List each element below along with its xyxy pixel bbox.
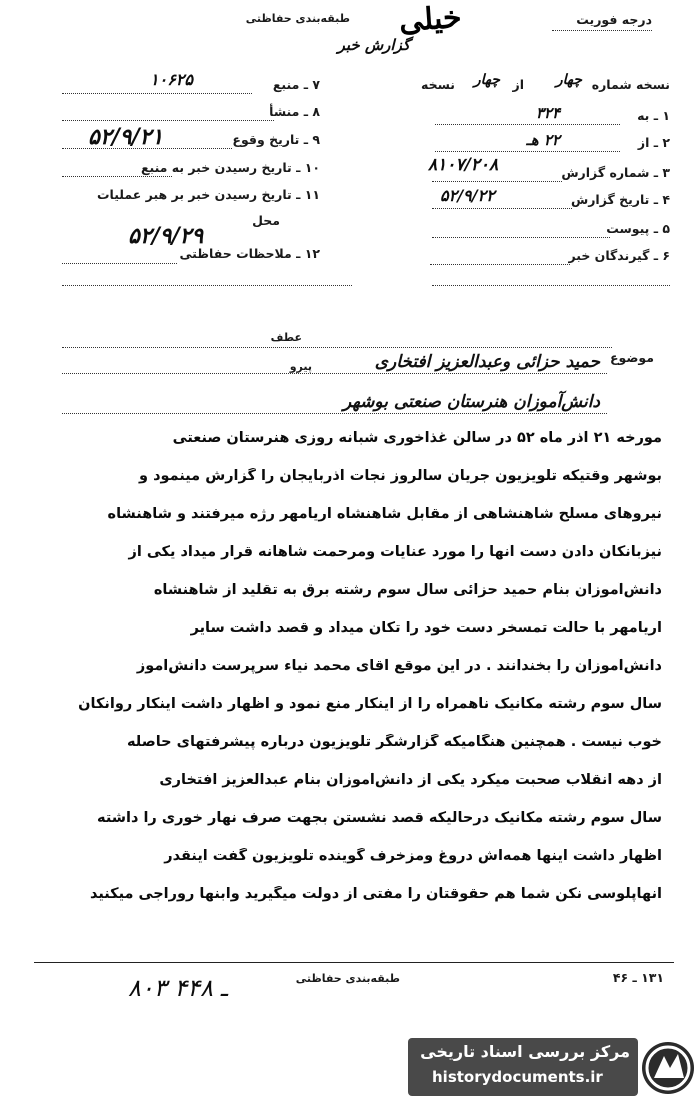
body-line: نیزبانکان دادن دست آنها را مورد عنایات ومرحمت شاهانه قرار میداد یکی از <box>128 544 662 560</box>
report-number-dots <box>432 181 562 182</box>
source-value: ۱۰۶۲۵ <box>150 70 193 89</box>
from-dots <box>435 151 620 152</box>
body-line: خوب نیست . همچنین هنگامیکه گزارشگر تلویزیون درباره پیشرفتهای حاصله <box>127 734 662 750</box>
copy-number-value: چهار <box>555 72 582 88</box>
report-date-dots <box>432 208 572 209</box>
classification-label: طبقه‌بندی حفاظتی <box>245 12 350 25</box>
from-value: ۲۲ هـ <box>526 131 560 149</box>
arrival-source-dots <box>62 176 172 177</box>
source-label: ۷ ـ منبع <box>272 77 320 92</box>
body-line: بوشهر وقتیکه تلویزیون جریان سالروز نجات آذربایجان را گزارش مینمود و <box>139 468 662 484</box>
copy-of-value: چهار <box>473 72 500 88</box>
report-date-label: ۴ ـ تاریخ گزارش <box>570 192 670 207</box>
subject-dots-1 <box>62 373 607 374</box>
body-line: آنهاپلوسی نکن شما هم حقوقتان را مفتی از دولت میگیرید وابنها روراجی میکنید <box>89 886 662 902</box>
to-value: ۳۲۴ <box>535 104 560 122</box>
body-line: اظهار داشت اینها همه‌اش دروغ ومزخرف گوینده تلویزیون گفت اینقدر <box>164 848 662 864</box>
pirou-label: پیرو <box>289 360 312 373</box>
security-notes-label: ۱۲ ـ ملاحظات حفاظتی <box>179 246 320 261</box>
recipients-dots-2 <box>432 285 670 286</box>
origin-label: ۸ ـ منشأ <box>269 104 320 119</box>
source-dots <box>62 93 252 94</box>
arrival-source-label: ۱۰ ـ تاریخ رسیدن خبر به منبع <box>140 160 320 175</box>
watermark-line-1: مرکز بررسی اسناد تاریخی <box>420 1042 630 1061</box>
report-title: گزارش خبر <box>337 36 410 54</box>
from-label: ۲ ـ از <box>637 135 670 150</box>
body-line: نیروهای مسلح شاهنشاهی از مقابل شاهنشاه آریامهر رژه میرفتند و شاهنشاه <box>107 506 662 522</box>
body-line: آریامهر با حالت تمسخر دست خود را تکان میداد و قصد داشت سایر <box>190 620 662 636</box>
copy-of-label: از <box>512 77 524 92</box>
copy-number-label: نسخه شماره <box>591 77 670 92</box>
location-value: ۵۲/۹/۲۹ <box>128 223 204 249</box>
subject-line-1: حمید حزائی وعبدالعزیز افتخاری <box>374 352 600 372</box>
body-line: دانش‌آموزان بنام حمید حزائی سال سوم رشته برق به تقلید از شاهنشاه <box>153 582 662 598</box>
location-label: محل <box>252 213 280 228</box>
to-dots <box>435 124 620 125</box>
footer-rule <box>34 962 674 963</box>
copy-label: نسخه <box>420 77 455 92</box>
recipients-label: ۶ ـ گیرندگان خبر <box>568 248 670 263</box>
subject-line-2: دانش‌آموزان هنرستان صنعتی بوشهر <box>342 392 600 412</box>
body-line: سال سوم رشته مکانیک درحالیکه قصد نشستن بجهت صرف نهار خوری را داشته <box>97 810 662 826</box>
report-number-label: ۳ ـ شماره گزارش <box>561 165 670 180</box>
body-line: دانش‌آموزان را بخندانند . در این موقع آقای محمد نیاء سرپرست دانش‌آموز <box>136 658 662 674</box>
security-notes-dots-2 <box>62 285 352 286</box>
footer-classification-label: طبقه‌بندی حفاظتی <box>295 972 400 985</box>
recipients-dots <box>430 264 570 265</box>
occurrence-date-value: ۵۲/۹/۲۱ <box>88 124 164 150</box>
report-date-value: ۵۲/۹/۲۲ <box>440 186 495 205</box>
body-line: سال سوم رشته مکانیک ناهمراه را از اینکار منع نمود و اظهار داشت اینکار روانکان <box>78 696 662 712</box>
form-code: ۱۳۱ ـ ۴۶ <box>612 970 664 985</box>
ref-label: عطف <box>270 331 302 344</box>
to-label: ۱ ـ به <box>637 108 670 123</box>
body-line: از دهه انقلاب صحبت میکرد یکی از دانش‌آموزان بنام عبدالعزیز افتخاری <box>159 772 662 788</box>
priority-label: درجه فوریت <box>576 12 652 27</box>
archive-logo-icon <box>640 1038 696 1098</box>
subject-label: موضوع <box>609 350 654 365</box>
arrival-ops-label: ۱۱ ـ تاریخ رسیدن خبر بر هبر عملیات <box>96 187 320 202</box>
watermark <box>408 1032 698 1100</box>
body-line: مورخه ۲۱ آذر ماه ۵۲ در سالن غذاخوری شبانه روزی هنرستان صنعتی <box>172 430 662 446</box>
subject-dots-2 <box>62 413 607 414</box>
classification-stamp: خیلی <box>398 0 464 40</box>
occurrence-date-label: ۹ ـ تاریخ وقوع <box>232 132 320 147</box>
security-notes-dots <box>62 263 177 264</box>
attachment-label: ۵ ـ پیوست <box>606 221 670 236</box>
attachment-dots <box>432 237 610 238</box>
watermark-line-2: historydocuments.ir <box>432 1068 603 1086</box>
handwritten-number: ۸۰۳ ـ ۴۴۸ <box>128 974 228 1002</box>
priority-dots <box>552 30 652 31</box>
subject-dots-top <box>62 347 612 348</box>
origin-dots <box>62 120 274 121</box>
report-number-value: ۸۱۰۷/۲۰۸ <box>428 155 499 175</box>
